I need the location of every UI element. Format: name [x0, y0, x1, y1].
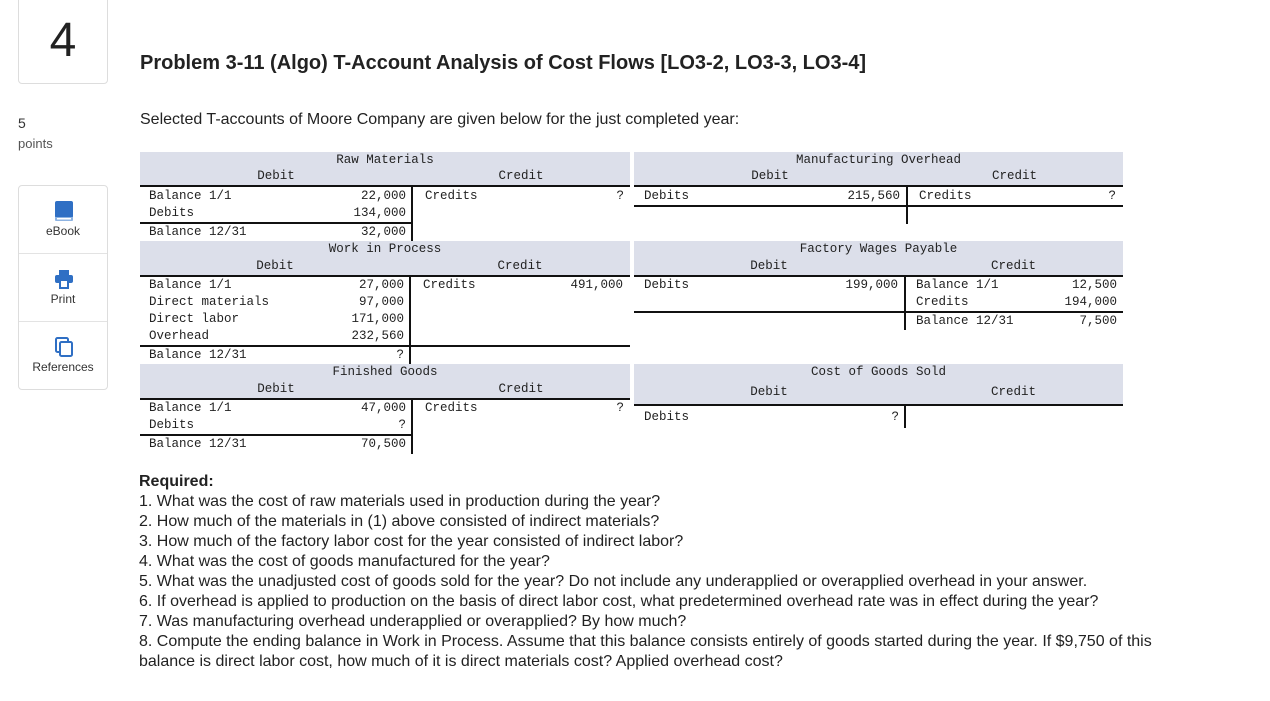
- debit-amount: ?: [398, 418, 406, 432]
- debit-amount: 171,000: [351, 312, 404, 326]
- ebook-button[interactable]: [19, 186, 107, 253]
- debit-label: Balance 12/31: [149, 225, 247, 239]
- t-line-horizontal: [634, 275, 1123, 277]
- account-name: Factory Wages Payable: [799, 242, 958, 256]
- credit-heading: Credit: [991, 169, 1037, 183]
- problem-intro: Selected T-accounts of Moore Company are given below for the just completed year:: [140, 111, 740, 128]
- debit-amount: ?: [891, 410, 899, 424]
- debit-amount: 22,000: [360, 189, 406, 203]
- required-item: 8. Compute the ending balance in Work in Process. Assume that this balance consists entirely of goods started during the year. If $9,750 of this balance is direct labor cost, how much of it is direct materials cost? Applied overhead cost?: [139, 633, 1152, 670]
- required-item: 1. What was the cost of raw materials used in production during the year?: [139, 493, 661, 510]
- balance-rule: [634, 311, 1123, 313]
- credit-label: Credits: [423, 278, 476, 292]
- credit-heading: Credit: [497, 259, 543, 273]
- required-heading: Required:: [139, 473, 214, 490]
- credit-amount: 12,500: [1071, 278, 1117, 292]
- credit-amount: 491,000: [570, 278, 623, 292]
- credit-label: Balance 1/1: [916, 278, 999, 292]
- t-line-vertical: [409, 275, 411, 365]
- book-icon: [53, 200, 75, 222]
- account-name: Finished Goods: [332, 365, 438, 379]
- required-item: 4. What was the cost of goods manufactured for the year?: [139, 553, 550, 570]
- debit-label: Balance 1/1: [149, 278, 232, 292]
- debit-amount: 232,560: [351, 329, 404, 343]
- account-name: Work in Process: [328, 242, 442, 256]
- question-number-box: [18, 0, 108, 84]
- ebook-label: eBook: [45, 224, 81, 238]
- points-value: 5: [18, 115, 26, 131]
- credit-amount: ?: [616, 189, 624, 203]
- account-name: Raw Materials: [336, 153, 434, 167]
- t-account-finished-goods: [140, 364, 630, 454]
- debit-amount: 27,000: [358, 278, 404, 292]
- debit-label: Debits: [644, 410, 690, 424]
- required-item: 5. What was the unadjusted cost of goods sold for the year? Do not include any underapplied or overapplied overhead in your answer.: [139, 573, 1088, 590]
- required-item: 2. How much of the materials in (1) above consisted of indirect materials?: [139, 513, 660, 530]
- t-line-vertical: [411, 398, 413, 454]
- t-account-raw-materials: [140, 152, 630, 242]
- t-line-horizontal: [634, 185, 1123, 187]
- balance-rule: [140, 434, 412, 436]
- debit-heading: Debit: [750, 259, 788, 273]
- debit-label: Debits: [149, 418, 195, 432]
- t-account-work-in-process: [140, 241, 630, 365]
- credit-label: Credits: [425, 189, 478, 203]
- credit-amount: 194,000: [1064, 295, 1117, 309]
- question-number: 4: [49, 13, 77, 67]
- debit-label: Debits: [644, 278, 690, 292]
- debit-amount: 97,000: [358, 295, 404, 309]
- account-name: Manufacturing Overhead: [795, 153, 962, 167]
- print-label: Print: [50, 292, 76, 306]
- t-line-vertical: [904, 404, 906, 428]
- t-line-horizontal: [140, 398, 630, 400]
- problem-title: Problem 3-11 (Algo) T-Account Analysis of Cost Flows [LO3-2, LO3-3, LO3-4]: [140, 52, 867, 74]
- credit-label: Credits: [916, 295, 969, 309]
- t-account-factory-wages-payable: [634, 241, 1123, 330]
- balance-rule: [634, 205, 1123, 207]
- balance-rule: [140, 345, 630, 347]
- required-item: 7. Was manufacturing overhead underapplied or overapplied? By how much?: [139, 613, 687, 630]
- credit-amount: ?: [616, 401, 624, 415]
- t-line-vertical: [904, 275, 906, 330]
- references-label: References: [32, 360, 94, 374]
- t-line-horizontal: [634, 404, 1123, 406]
- points-label: points: [18, 136, 53, 151]
- required-section: [139, 472, 1199, 672]
- debit-label: Overhead: [149, 329, 210, 343]
- credit-amount: ?: [1108, 189, 1116, 203]
- print-button[interactable]: [19, 253, 107, 321]
- required-item: 3. How much of the factory labor cost for the year consisted of indirect labor?: [139, 533, 684, 550]
- credit-label: Credits: [425, 401, 478, 415]
- t-account-cost-of-goods-sold: [634, 364, 1123, 428]
- debit-label: Balance 1/1: [149, 189, 232, 203]
- debit-label: Balance 12/31: [149, 348, 247, 362]
- credit-heading: Credit: [990, 259, 1036, 273]
- copy-icon: [53, 336, 75, 358]
- credit-heading: Credit: [498, 169, 544, 183]
- debit-amount: 134,000: [353, 206, 406, 220]
- debit-amount: 199,000: [845, 278, 898, 292]
- credit-label: Balance 12/31: [916, 314, 1014, 328]
- credit-heading: Credit: [498, 382, 544, 396]
- debit-label: Debits: [149, 206, 195, 220]
- t-line-vertical: [411, 185, 413, 242]
- debit-label: Debits: [644, 189, 690, 203]
- balance-rule: [140, 222, 412, 224]
- t-line-horizontal: [140, 185, 630, 187]
- printer-icon: [53, 268, 75, 290]
- debit-label: Direct materials: [149, 295, 270, 309]
- debit-amount: 215,560: [847, 189, 900, 203]
- debit-heading: Debit: [257, 382, 295, 396]
- debit-amount: 47,000: [360, 401, 406, 415]
- debit-heading: Debit: [257, 169, 295, 183]
- references-button[interactable]: [19, 321, 107, 389]
- debit-amount: ?: [396, 348, 404, 362]
- debit-amount: 32,000: [360, 225, 406, 239]
- debit-heading: Debit: [256, 259, 294, 273]
- debit-label: Direct labor: [149, 312, 240, 326]
- required-item: 6. If overhead is applied to production on the basis of direct labor cost, what predetermined overhead rate was in effect during the year?: [139, 593, 1099, 610]
- t-line-horizontal: [140, 275, 630, 277]
- tools-panel: [18, 185, 108, 390]
- account-name: Cost of Goods Sold: [810, 365, 947, 379]
- credit-heading: Credit: [990, 385, 1036, 399]
- credit-amount: 7,500: [1079, 314, 1117, 328]
- debit-label: Balance 12/31: [149, 437, 247, 451]
- debit-heading: Debit: [750, 385, 788, 399]
- credit-label: Credits: [919, 189, 972, 203]
- debit-heading: Debit: [751, 169, 789, 183]
- t-account-manufacturing-overhead: [634, 152, 1123, 224]
- debit-amount: 70,500: [360, 437, 406, 451]
- debit-label: Balance 1/1: [149, 401, 232, 415]
